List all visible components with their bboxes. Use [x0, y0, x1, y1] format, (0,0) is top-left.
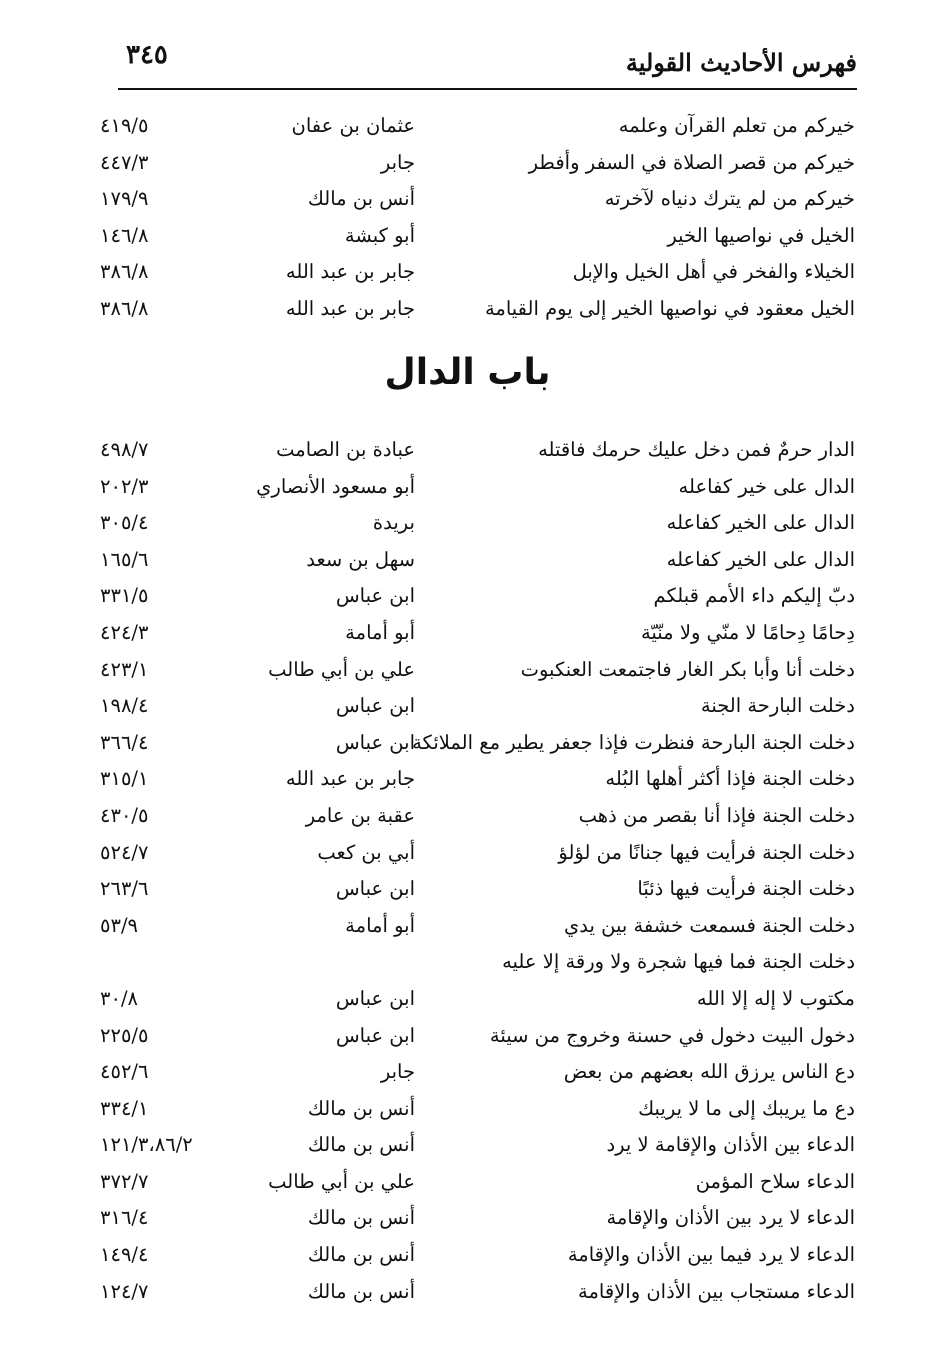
hadith-text: الخيل معقود في نواصيها الخير إلى يوم القيامة [484, 296, 855, 320]
index-entry [100, 908, 855, 945]
narrator-name: أبو كبشة [344, 223, 415, 247]
volume-page-ref: ٣٣٤/١ [100, 1096, 149, 1120]
narrator-name: أنس بن مالك [307, 1279, 415, 1303]
narrator-name: أبو أمامة [345, 620, 415, 644]
volume-page-ref: ٤١٩/٥ [100, 114, 149, 137]
index-entry [100, 944, 855, 981]
volume-page-ref: ١٩٨/٤ [100, 694, 149, 718]
hadith-text: دخلت الجنة فإذا أنا بقصر من ذهب [578, 803, 855, 827]
narrator-name: ابن عباس [335, 730, 415, 754]
index-entry [100, 1127, 855, 1164]
index-entry [100, 291, 855, 328]
hadith-text: الدال على الخير كفاعله [666, 547, 855, 571]
hadith-text: الدعاء مستجاب بين الأذان والإقامة [578, 1279, 855, 1303]
page-number: ٣٤٥ [126, 40, 168, 70]
volume-page-ref: ٥٣/٩ [100, 913, 138, 937]
hadith-text: الدار حرمٌ فمن دخل عليك حرمك فاقتله [538, 438, 855, 461]
hadith-text: الدعاء بين الأذان والإقامة لا يرد [606, 1133, 855, 1157]
narrator-name: جابر بن عبد الله [285, 296, 415, 320]
volume-page-ref: ١٦٥/٦ [100, 547, 149, 571]
volume-page-ref: ٢٢٥/٥ [100, 1023, 149, 1047]
narrator-name: أنس بن مالك [307, 187, 415, 211]
index-entry [100, 1091, 855, 1128]
running-title: فهرس الأحاديث القولية [625, 48, 857, 77]
volume-page-ref: ٣٣١/٥ [100, 584, 149, 608]
hadith-text: دخلت الجنة فرأيت فيها ذئبًا [637, 877, 855, 901]
narrator-name: أنس بن مالك [307, 1206, 415, 1230]
volume-page-ref: ٣٠/٨ [100, 986, 138, 1010]
narrator-name: ابن عباس [335, 1023, 415, 1047]
volume-page-ref: ٤٩٨/٧ [100, 438, 149, 461]
hadith-text: دخلت البارحة الجنة [700, 694, 855, 718]
index-entry [100, 652, 855, 689]
volume-page-ref: ١٤٩/٤ [100, 1243, 149, 1267]
hadith-text: دخلت الجنة فما فيها شجرة ولا ورقة إلا عليه [502, 950, 855, 974]
index-entry [100, 145, 855, 182]
volume-page-ref: ٤٥٢/٦ [100, 1060, 149, 1084]
narrator-name: جابر [380, 1060, 415, 1084]
index-entry [100, 432, 855, 469]
narrator-name: جابر بن عبد الله [285, 767, 415, 791]
narrator-name: أنس بن مالك [307, 1133, 415, 1157]
index-entry [100, 835, 855, 872]
narrator-name: ابن عباس [335, 986, 415, 1010]
hadith-text: خيركم من لم يترك دنياه لآخرته [604, 187, 855, 211]
hadith-text: دع الناس يرزق الله بعضهم من بعض [563, 1060, 855, 1084]
hadith-text: دخلت الجنة فرأيت فيها جنانًا من لؤلؤ [558, 840, 855, 864]
index-entry [100, 725, 855, 762]
hadith-text: خيركم من قصر الصلاة في السفر وأفطر [528, 150, 855, 174]
index-entry [100, 761, 855, 798]
volume-page-ref: ٢٦٣/٦ [100, 877, 149, 901]
index-entry [100, 1164, 855, 1201]
hadith-text: الدعاء لا يرد فيما بين الأذان والإقامة [567, 1243, 855, 1267]
index-entry [100, 1237, 855, 1274]
index-entry [100, 615, 855, 652]
index-entry [100, 218, 855, 255]
narrator-name: سهل بن سعد [306, 547, 415, 571]
index-entry [100, 871, 855, 908]
hadith-text: دع ما يريبك إلى ما لا يريبك [638, 1096, 855, 1120]
volume-page-ref: ٥٢٤/٧ [100, 840, 149, 864]
narrator-name: أنس بن مالك [307, 1243, 415, 1267]
hadith-text: مكتوب لا إله إلا الله [696, 986, 855, 1010]
volume-page-ref: ٣٧٢/٧ [100, 1169, 149, 1193]
narrator-name: ابن عباس [335, 877, 415, 901]
volume-page-ref: ٣٨٦/٨ [100, 296, 149, 320]
index-entry [100, 1274, 855, 1311]
hadith-text: الدعاء لا يرد بين الأذان والإقامة [606, 1206, 855, 1230]
volume-page-ref: ١٢٤/٧ [100, 1279, 149, 1303]
hadith-text: الدال على خير كفاعله [678, 474, 855, 498]
hadith-text: الخيلاء والفخر في أهل الخيل والإبل [572, 260, 855, 284]
hadith-text: الدعاء سلاح المؤمن [695, 1169, 855, 1193]
index-block-dal [100, 432, 855, 1310]
narrator-name: بريدة [372, 511, 415, 535]
index-entry [100, 254, 855, 291]
section-heading: باب الدال [384, 352, 551, 393]
volume-page-ref: ٤٢٣/١ [100, 657, 149, 681]
hadith-text: دخلت الجنة البارحة فنظرت فإذا جعفر يطير مع الملائكة [412, 730, 855, 754]
volume-page-ref: ٤٣٠/٥ [100, 803, 149, 827]
narrator-name: عثمان بن عفان [291, 114, 415, 137]
narrator-name: علي بن أبي طالب [268, 1169, 415, 1193]
volume-page-ref: ٣١٥/١ [100, 767, 149, 791]
index-entry [100, 469, 855, 506]
narrator-name: علي بن أبي طالب [268, 657, 415, 681]
narrator-name: ابن عباس [335, 584, 415, 608]
narrator-name: عقبة بن عامر [305, 803, 415, 827]
volume-page-ref: ٣٠٥/٤ [100, 511, 149, 535]
volume-page-ref: ٣٨٦/٨ [100, 260, 149, 284]
hadith-text: دبّ إليكم داء الأمم قبلكم [653, 584, 855, 608]
hadith-text: دخلت أنا وأبا بكر الغار فاجتمعت العنكبوت [520, 657, 855, 681]
index-entry [100, 1054, 855, 1091]
index-entry [100, 1018, 855, 1055]
narrator-name: جابر بن عبد الله [285, 260, 415, 284]
volume-page-ref: ٣١٦/٤ [100, 1206, 149, 1230]
hadith-text: دخلت الجنة فإذا أكثر أهلها البُله [605, 767, 855, 791]
index-entry [100, 181, 855, 218]
index-entry [100, 688, 855, 725]
hadith-text: دخلت الجنة فسمعت خشفة بين يدي [563, 913, 855, 937]
volume-page-ref: ٣٦٦/٤ [100, 730, 149, 754]
volume-page-ref: ٢٠٢/٣ [100, 474, 149, 498]
volume-page-ref: ١٤٦/٨ [100, 223, 149, 247]
volume-page-ref: ١٢١/٣،٨٦/٢ [100, 1133, 193, 1157]
index-entry [100, 108, 855, 145]
volume-page-ref: ٤٢٤/٣ [100, 620, 149, 644]
narrator-name: أبو أمامة [345, 913, 415, 937]
narrator-name: ابن عباس [335, 694, 415, 718]
hadith-text: دخول البيت دخول في حسنة وخروج من سيئة [489, 1023, 855, 1047]
hadith-text: خيركم من تعلم القرآن وعلمه [618, 114, 855, 137]
volume-page-ref: ٤٤٧/٣ [100, 150, 149, 174]
index-entry [100, 1200, 855, 1237]
narrator-name: أبو مسعود الأنصاري [256, 474, 415, 498]
narrator-name: عبادة بن الصامت [276, 438, 415, 461]
narrator-name: أبي بن كعب [317, 840, 415, 864]
page-header [118, 38, 857, 90]
hadith-text: الدال على الخير كفاعله [666, 511, 855, 535]
index-entry [100, 542, 855, 579]
hadith-text: الخيل في نواصيها الخير [667, 223, 855, 247]
narrator-name: أنس بن مالك [307, 1096, 415, 1120]
index-block-kha [100, 108, 855, 328]
volume-page-ref: ١٧٩/٩ [100, 187, 149, 211]
narrator-name: جابر [380, 150, 415, 174]
index-entry [100, 798, 855, 835]
index-entry [100, 505, 855, 542]
hadith-text: دِحامًا دِحامًا لا منّي ولا منّيّة [640, 620, 855, 644]
index-entry [100, 578, 855, 615]
index-entry [100, 981, 855, 1018]
